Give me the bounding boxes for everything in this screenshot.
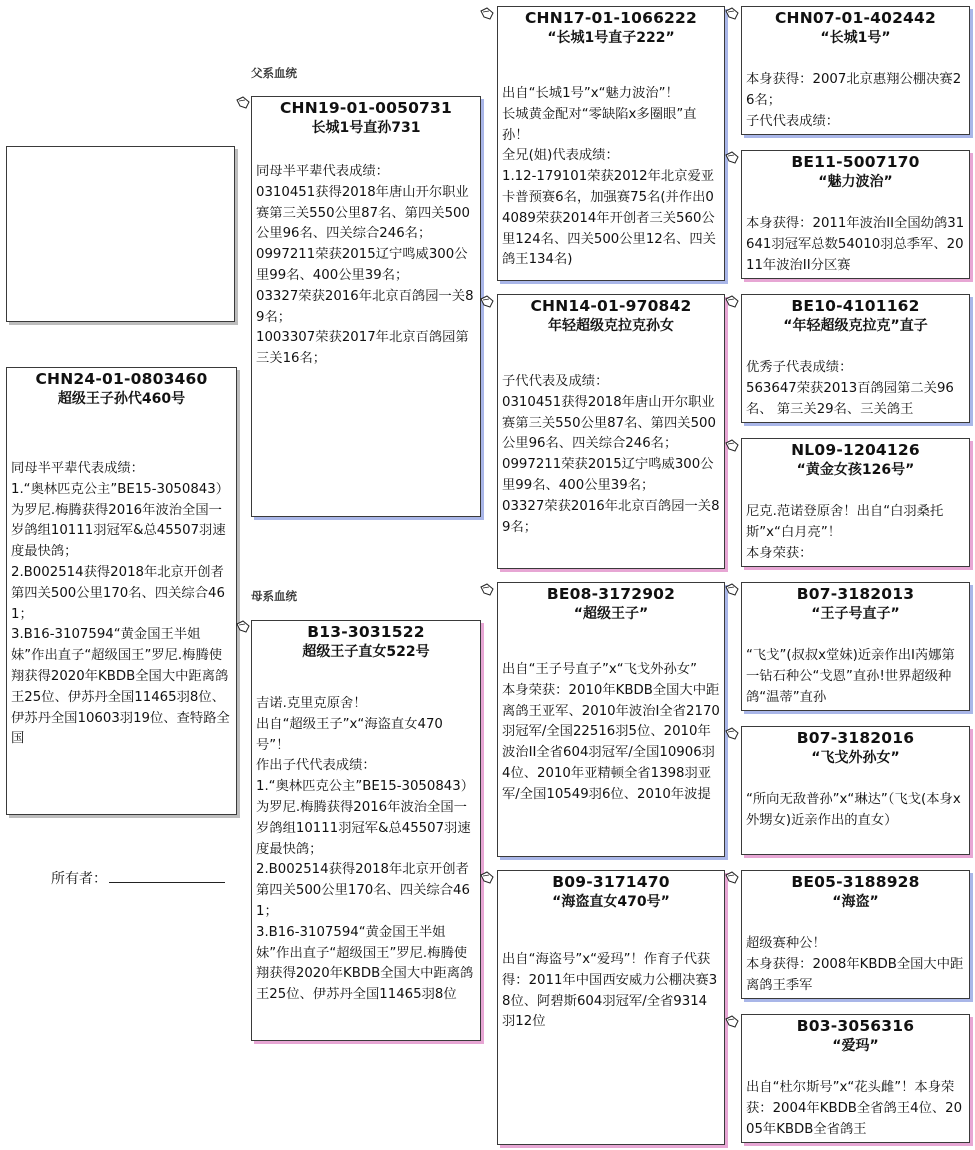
dss-name: “王子号直子”: [811, 606, 900, 622]
hand-pointer-icon: [725, 439, 739, 453]
hand-pointer-icon: [725, 295, 739, 309]
dsd-name: “飞戈外孙女”: [811, 750, 900, 766]
sss-name: “长城1号”: [820, 30, 891, 46]
ssd-name: “魅力波治”: [818, 174, 893, 190]
card-sss[interactable]: [741, 6, 970, 135]
sdd-text: 尼克.范诺登原舍！出自“白羽桑托斯”x“白月亮”！ 本身荣获：: [746, 504, 944, 561]
sds-text: 优秀子代表成绩： 563647荣获2013百鸽园第二关96名、 第三关29名、三关鸽王: [746, 360, 954, 417]
card-dam[interactable]: [251, 620, 481, 1041]
owner-label: 所有者：: [51, 871, 107, 887]
ddd-ring: B03-3056316: [796, 1017, 915, 1035]
hand-pointer-icon: [480, 295, 494, 309]
dam-sire-name: “超级王子”: [573, 606, 649, 622]
ddd-name: “爱玛”: [832, 1038, 879, 1054]
hand-pointer-icon: [236, 96, 250, 110]
dam-dam-text: 出自“海盗号”x“爱玛”！作育子代获得：2011年中国西安威力公棚决赛38位、阿碧斯604羽冠军/全省9314羽12位: [502, 952, 718, 1030]
dsd-text: “所向无敌普孙”x“琳达”（飞戈(本身x外甥女)近亲作出的直女）: [746, 792, 961, 828]
sss-ring: CHN07-01-402442: [774, 9, 937, 27]
sire-dam-ring: CHN14-01-970842: [530, 297, 692, 315]
hand-pointer-icon: [480, 7, 494, 21]
sire-name: 长城1号直孙731: [311, 120, 421, 136]
sire-text: 同母半平辈代表成绩： 0310451获得2018年唐山开尔职业赛第三关550公里87名、第四关500公里96名、四关综合246名； 0997211荣获2015辽宁鸣威300公里99名、400公里39名； 03327荣获2016年北京百鸽园一关89名； 1003307荣获2017年北京百鸽园第三关16名；: [256, 164, 474, 367]
dds-ring: BE05-3188928: [791, 873, 920, 891]
card-dss[interactable]: [741, 582, 970, 711]
dds-text: 超级赛种公！ 本身获得：2008年KBDB全国大中距离鸽王季军: [746, 936, 964, 993]
card-dds[interactable]: [741, 870, 970, 999]
hand-pointer-icon: [725, 151, 739, 165]
dam-ring: B13-3031522: [307, 623, 425, 641]
hand-pointer-icon: [725, 1015, 739, 1029]
pigeon-photo-frame: [6, 146, 235, 322]
subject-name: 超级王子孙代460号: [57, 391, 186, 407]
dss-text: “飞戈”(叔叔x堂妹)近亲作出I芮娜第一钻石种公“戈恩”直孙!世界超级种鸽“温蒂”直孙: [746, 648, 955, 705]
card-subject[interactable]: [6, 367, 237, 815]
dam-name: 超级王子直女522号: [302, 644, 430, 660]
card-ddd[interactable]: [741, 1014, 970, 1143]
hand-pointer-icon: [725, 871, 739, 885]
subject-text: 同母半平辈代表成绩： 1.“奥林匹克公主”BE15-3050843）为罗尼.梅腾获得2016年波治全国一岁鸽组10111羽冠军&总45507羽速度最快鸽； 2.B002514获得2018年北京开创者第四关500公里170名、四关综合461； 3.B16-3107594“黄金国王半姐妹”作出直子“超级国王”罗尼.梅腾使翔获得2020年KBDB全国大中距离鸽王25位、伊苏丹全国11465羽8位、伊苏丹全国10603羽19位、查特路全国: [11, 461, 230, 747]
card-dam-dam[interactable]: [497, 870, 725, 1145]
sire-sire-ring: CHN17-01-1066222: [524, 9, 698, 27]
dds-name: “海盗”: [832, 894, 879, 910]
sss-text: 本身获得：2007北京惠翔公棚决赛26名； 子代代表成绩：: [746, 72, 962, 129]
card-sire-sire[interactable]: [497, 6, 725, 281]
subject-ring: CHN24-01-0803460: [35, 370, 208, 388]
sire-ring: CHN19-01-0050731: [279, 99, 453, 117]
card-sire[interactable]: [251, 96, 481, 517]
hand-pointer-icon: [480, 583, 494, 597]
sds-ring: BE10-4101162: [791, 297, 920, 315]
card-dsd[interactable]: [741, 726, 970, 855]
hand-pointer-icon: [725, 727, 739, 741]
dsd-ring: B07-3182016: [796, 729, 915, 747]
dam-sire-ring: BE08-3172902: [546, 585, 676, 603]
sdd-ring: NL09-1204126: [791, 441, 920, 459]
ssd-ring: BE11-5007170: [791, 153, 920, 171]
dam-dam-ring: B09-3171470: [552, 873, 670, 891]
ddd-text: 出自“杜尔斯号”x“花头雌”！本身荣获：2004年KBDB全省鸽王4位、2005年KBDB全省鸽王: [746, 1080, 963, 1137]
card-ssd[interactable]: [741, 150, 970, 279]
hand-pointer-icon: [236, 620, 250, 634]
dss-ring: B07-3182013: [796, 585, 915, 603]
hand-pointer-icon: [725, 7, 739, 21]
card-dam-sire[interactable]: [497, 582, 725, 857]
sdd-name: “黄金女孩126号”: [796, 462, 915, 478]
dam-line-label: 母系血统: [251, 589, 297, 603]
card-sds[interactable]: [741, 294, 970, 423]
dam-text: 吉诺.克里克原舍！ 出自“超级王子”x“海盗直女470号”！ 作出子代代表成绩： 1.“奥林匹克公主”BE15-3050843）为罗尼.梅腾获得2016年波治全国一岁鸽组10111羽冠军&总45507羽速度最快鸽； 2.B002514获得2018年北京开创者第四关500公里170名、四关综合461； 3.B16-3107594“黄金国王半姐妹”作出直子“超级国王”罗尼.梅腾使翔获得2020年KBDB全国大中距离鸽王25位、伊苏丹全国11465羽8位: [256, 696, 475, 1003]
dam-dam-name: “海盗直女470号”: [552, 894, 670, 910]
sire-dam-name: 年轻超级克拉克孙女: [548, 318, 674, 334]
sds-name: “年轻超级克拉克”直子: [783, 318, 928, 334]
sire-dam-text: 子代代表及成绩： 0310451获得2018年唐山开尔职业赛第三关550公里87名、第四关500公里96名、四关综合246名； 0997211荣获2015辽宁鸣威300公里99名、400公里39名； 03327荣获2016年北京百鸽园一关89名；: [502, 374, 720, 535]
owner-signature-line[interactable]: [109, 870, 225, 883]
card-sire-dam[interactable]: [497, 294, 725, 569]
sire-sire-text: 出自“长城1号”x“魅力波治”！ 长城黄金配对“零缺陷x多圈眼”直孙！ 全兄(姐)代表成绩： 1.12-179101荣获2012年北京爱亚卡普预赛6名，加强赛75名(并作出04089荣获2014年开创者三关560公里124名、四关500公里12名、四关鸽王134名): [502, 86, 716, 268]
hand-pointer-icon: [480, 871, 494, 885]
sire-line-label: 父系血统: [251, 66, 297, 80]
owner-field: [51, 868, 225, 888]
sire-sire-name: “长城1号直子222”: [547, 30, 675, 46]
dam-sire-text: 出自“王子号直子”x“飞戈外孙女” 本身荣获：2010年KBDB全国大中距离鸽王亚军、2010年波治I全省2170羽冠军/全国22516羽5位、2010年波治II全省604羽冠军/全国10906羽4位、2010年亚精顿全省1398羽亚军/全国10549羽6位、2010年波提: [502, 662, 720, 802]
card-sdd[interactable]: [741, 438, 970, 567]
hand-pointer-icon: [725, 583, 739, 597]
ssd-text: 本身获得：2011年波治II全国幼鸽31641羽冠军总数54010羽总季军、2011年波治II分区赛: [746, 216, 965, 273]
